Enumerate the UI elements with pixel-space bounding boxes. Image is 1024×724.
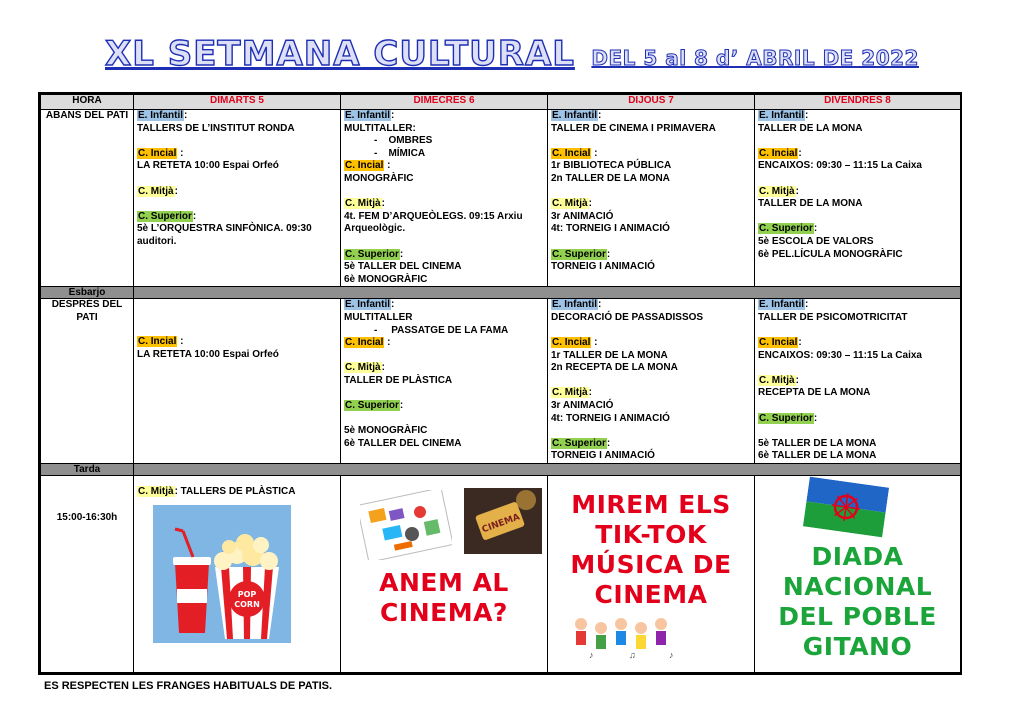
tarda-bar [134, 464, 961, 476]
activity: RECEPTA DE LA MONA [758, 387, 871, 399]
level-incial: C. Incial [552, 337, 591, 349]
level-superior: C. Superior [345, 400, 399, 412]
ticket-label: CINEMA [480, 512, 522, 536]
level-superior: C. Superior [552, 248, 606, 260]
activity: MULTITALLER: [344, 122, 416, 134]
level-mitja: C. Mitjà [552, 198, 588, 210]
activity: MULTITALLER [344, 311, 413, 323]
activity: LA RETETA 10:00 Espai Orfeó [137, 348, 279, 360]
row-label-hora-tarda: 15:00-16:30h [41, 476, 134, 673]
svg-text:♫: ♫ [629, 650, 636, 661]
activity: 6è TALLER DE LA MONA [758, 450, 877, 462]
activity: 2n TALLER DE LA MONA [551, 172, 670, 184]
activity: 5è MONOGRÀFIC [344, 425, 428, 437]
activity: 5è TALLER DE LA MONA [758, 437, 877, 449]
cell-tarda-dimarts [134, 476, 341, 673]
level-infantil: E. Infantil [138, 110, 183, 121]
level-infantil: E. Infantil [552, 110, 597, 121]
cell-abans-dimecres: E. Infantil: MULTITALLER: - OMBRES - MÍMICA C. Incial : MONOGRÀFIC C. Mitjà: 4t. FEM D’ARQUEÒLEGS. 09:15 Arxiu Arqueològic. C. Superior: 5è TALLER DEL CINEMA 6è MONOGRÀFIC [341, 110, 548, 287]
row-label-tarda: Tarda [41, 464, 134, 476]
svg-text:♪: ♪ [589, 650, 594, 661]
level-incial: C. Incial [552, 147, 591, 159]
title-main: XL SETMANA CULTURAL [105, 34, 575, 74]
level-superior: C. Superior [759, 223, 813, 235]
dancing-kids-image [569, 614, 679, 660]
popcorn-image [153, 505, 291, 643]
level-infantil: E. Infantil [345, 299, 390, 311]
level-incial: C. Incial [345, 337, 384, 349]
level-mitja: C. Mitjà [759, 185, 795, 197]
cell-abans-dimarts: E. Infantil: TALLERS DE L’INSTITUT RONDA C. Incial : LA RETETA 10:00 Espai Orfeó C. Mitjà: C. Superior: 5è L’ORQUESTRA SINFÒNICA. 09:30 auditori. [134, 110, 341, 287]
hora-header: HORA [41, 95, 134, 110]
level-superior: C. Superior [138, 210, 192, 222]
activity: 5è TALLER DEL CINEMA [344, 261, 462, 273]
diada-gitano-text: DIADA NACIONAL DEL POBLE GITANO [778, 542, 937, 662]
level-mitja: C. Mitjà [138, 185, 174, 197]
cell-tarda-dimecres [341, 476, 548, 673]
activity: TALLER DE LA MONA [758, 198, 863, 210]
activity: 4t: TORNEIG I ANIMACIÓ [551, 412, 670, 424]
cell-despres-dimarts: C. Incial : LA RETETA 10:00 Espai Orfeó [134, 299, 341, 464]
activity: 1r TALLER DE LA MONA [551, 349, 668, 361]
activity: 3r ANIMACIÓ [551, 210, 614, 222]
level-incial: C. Incial [138, 336, 177, 348]
row-label-esbarjo: Esbarjo [41, 287, 134, 299]
cell-abans-dijous: E. Infantil: TALLER DE CINEMA I PRIMAVERA C. Incial : 1r BIBLIOTECA PÚBLICA 2n TALLER DE LA MONA C. Mitjà: 3r ANIMACIÓ 4t: TORNEIG I ANIMACIÓ C. Superior: TORNEIG I ANIMACIÓ [548, 110, 755, 287]
title-date: DEL 5 al 8 d’ ABRIL DE 2022 [591, 46, 919, 70]
cell-tarda-divendres [755, 476, 961, 673]
level-superior: C. Superior [759, 412, 813, 424]
activity: TALLER DE PLÀSTICA [344, 374, 453, 386]
list-item: - OMBRES [374, 135, 433, 147]
activity: : TALLERS DE PLÀSTICA [174, 486, 296, 498]
activity: 6è PEL.LÍCULA MONOGRÀFIC [758, 248, 903, 260]
day-header-dimecres: DIMECRES 6 [341, 95, 548, 110]
list-item: - MÍMICA [374, 147, 426, 159]
level-superior: C. Superior [552, 437, 606, 449]
schedule-frame [38, 92, 962, 675]
level-incial: C. Incial [759, 147, 798, 159]
level-mitja: C. Mitjà [552, 387, 588, 399]
cell-tarda-dijous [548, 476, 755, 673]
day-header-dimarts: DIMARTS 5 [134, 95, 341, 110]
cinema-ticket-image [464, 488, 542, 554]
romani-flag-image [803, 477, 889, 538]
level-incial: C. Incial [345, 160, 384, 172]
level-infantil: E. Infantil [759, 110, 804, 121]
level-infantil: E. Infantil [345, 110, 390, 121]
activity: 5è L’ORQUESTRA SINFÒNICA. 09:30 auditori. [137, 223, 312, 247]
level-incial: C. Incial [138, 147, 177, 159]
level-mitja: C. Mitjà [345, 198, 381, 210]
schedule-table [40, 94, 961, 673]
activity: 4t. FEM D’ARQUEÒLEGS. 09:15 Arxiu Arqueològic. [344, 210, 523, 235]
activity: 6è TALLER DEL CINEMA [344, 437, 462, 449]
activity: TALLERS DE L’INSTITUT RONDA [137, 122, 295, 134]
activity: 3r ANIMACIÓ [551, 400, 614, 412]
row-label-abans: ABANS DEL PATI [41, 110, 134, 287]
day-header-dijous: DIJOUS 7 [548, 95, 755, 110]
activity: 4t: TORNEIG I ANIMACIÓ [551, 223, 670, 235]
row-label-despres: DESPRÉS DEL PATI [41, 299, 134, 464]
activity: TALLER DE CINEMA I PRIMAVERA [551, 122, 716, 134]
svg-text:CORN: CORN [234, 599, 260, 609]
cell-despres-dijous: E. Infantil: DECORACIÓ DE PASSADISSOS C. Incial : 1r TALLER DE LA MONA 2n RECEPTA DE LA MONA C. Mitjà: 3r ANIMACIÓ 4t: TORNEIG I ANIMACIÓ C. Superior: TORNEIG I ANIMACIÓ [548, 299, 755, 464]
level-mitja: C. Mitjà [138, 486, 174, 498]
activity: TALLER DE LA MONA [758, 122, 863, 134]
activity: 2n RECEPTA DE LA MONA [551, 362, 678, 374]
cinema-icons-image [360, 490, 452, 560]
list-item: - PASSATGE DE LA FAMA [374, 324, 509, 336]
footer-note: ES RESPECTEN LES FRANGES HABITUALS DE PATIS. [44, 680, 333, 692]
esbarjo-bar [134, 287, 961, 299]
level-incial: C. Incial [759, 337, 798, 349]
activity: MONOGRÀFIC [344, 172, 414, 184]
day-header-divendres: DIVENDRES 8 [755, 95, 961, 110]
level-mitja: C. Mitjà [759, 374, 795, 386]
level-infantil: E. Infantil [759, 299, 804, 311]
activity: 5è ESCOLA DE VALORS [758, 235, 874, 247]
level-mitja: C. Mitjà [345, 362, 381, 374]
activity: 6è MONOGRÀFIC [344, 273, 428, 285]
svg-text:♪: ♪ [669, 650, 674, 661]
level-infantil: E. Infantil [552, 299, 597, 311]
svg-text:POP: POP [237, 589, 257, 599]
anem-al-cinema-text: ANEM AL CINEMA? [379, 568, 509, 628]
activity: TALLER DE PSICOMOTRICITAT [758, 311, 908, 323]
activity: TORNEIG I ANIMACIÓ [551, 261, 655, 273]
cell-despres-dimecres: E. Infantil: MULTITALLER - PASSATGE DE LA FAMA C. Incial : C. Mitjà: TALLER DE PLÀSTICA C. Superior: 5è MONOGRÀFIC 6è TALLER DEL CINEMA [341, 299, 548, 464]
activity: TORNEIG I ANIMACIÓ [551, 450, 655, 462]
activity: ENCAIXOS: 09:30 – 11:15 La Caixa [758, 160, 922, 172]
activity: ENCAIXOS: 09:30 – 11:15 La Caixa [758, 349, 922, 361]
activity: 1r BIBLIOTECA PÚBLICA [551, 160, 672, 172]
page-title [0, 34, 1024, 74]
activity: DECORACIÓ DE PASSADISSOS [551, 311, 704, 323]
cell-despres-divendres: E. Infantil: TALLER DE PSICOMOTRICITAT C. Incial: ENCAIXOS: 09:30 – 11:15 La Caixa C. Mitjà: RECEPTA DE LA MONA C. Superior: 5è TALLER DE LA MONA 6è TALLER DE LA MONA [755, 299, 961, 464]
cell-abans-divendres: E. Infantil: TALLER DE LA MONA C. Incial: ENCAIXOS: 09:30 – 11:15 La Caixa C. Mitjà: TALLER DE LA MONA C. Superior: 5è ESCOLA DE VALORS 6è PEL.LÍCULA MONOGRÀFIC [755, 110, 961, 287]
level-superior: C. Superior [345, 248, 399, 260]
activity: LA RETETA 10:00 Espai Orfeó [137, 160, 279, 172]
mirem-tiktok-text: MIREM ELS TIK-TOK MÚSICA DE CINEMA [570, 490, 732, 610]
